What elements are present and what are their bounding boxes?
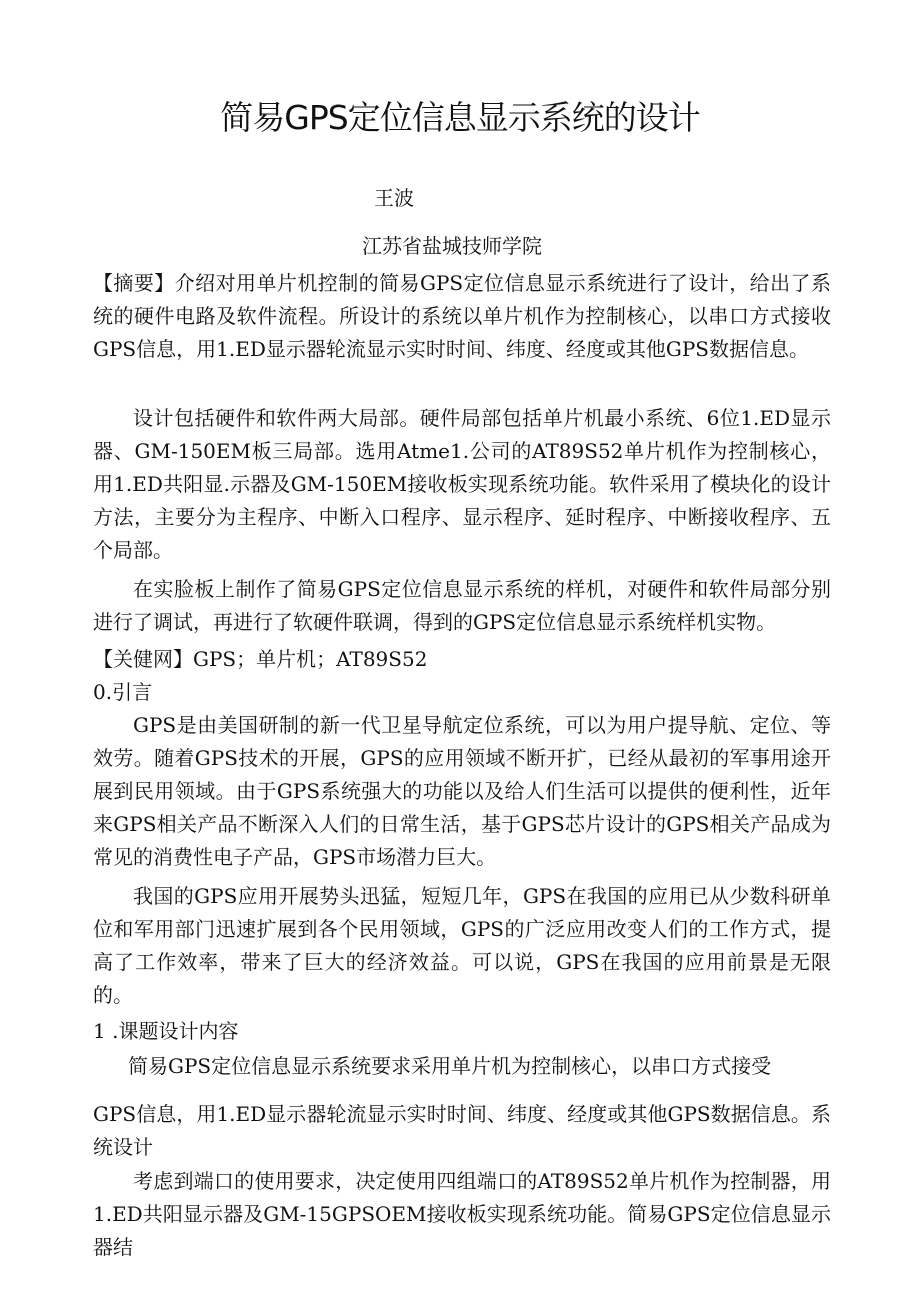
- intro-paragraph-2: 我国的GPS应用开展势头迅猛，短短几年，GPS在我国的应用已从少数科研单位和军用部门迅速扩展到各个民用领域，GPS的广泛应用改变人们的工作方式，提高了工作效率，带来了巨大的经济效益。可以说，GPS在我国的应用前景是无限的。: [93, 884, 831, 1007]
- paper-title: 简易GPS定位信息显示系统的设计: [220, 98, 700, 137]
- author-affiliation: 江苏省盐城技师学院: [362, 234, 542, 258]
- topic-paragraph-rest: GPS信息，用1.ED显示器轮流显示实时时间、纬度、经度或其他GPS数据信息。系统设计: [93, 1102, 831, 1159]
- author-name: 王波: [374, 186, 414, 210]
- design-paragraph: 设计包括硬件和软件两大局部。硬件局部包括单片机最小系统、6位1.ED显示器、GM-150EM板三局部。选用Atme1.公司的AT89S52单片机作为控制核心，用1.ED共阳显.示器及GM-150EM接收板实现系统功能。软件采用了模块化的设计方法，主要分为主程序、中断入口程序、显示程序、延时程序、中断接收程序、五个局部。: [93, 406, 831, 562]
- section-heading-topic: 1 .课题设计内容: [93, 1019, 239, 1043]
- section-heading-intro: 0.引言: [93, 680, 153, 704]
- keywords-line: 【关健网】GPS；单片机；AT89S52: [93, 647, 428, 671]
- abstract-paragraph: 【摘要】介绍对用单片机控制的简易GPS定位信息显示系统进行了设计，给出了系统的硬件电路及软件流程。所设计的系统以单片机作为控制核心，以串口方式接收GPS信息，用1.ED显示器轮流显示实时时间、纬度、经度或其他GPS数据信息。: [93, 271, 831, 361]
- system-paragraph: 考虑到端口的使用要求，决定使用四组端口的AT89S52单片机作为控制器，用1.ED共阳显示器及GM-15GPSOEM接收板实现系统功能。简易GPS定位信息显示器结: [93, 1169, 831, 1259]
- intro-paragraph-1: GPS是由美国研制的新一代卫星导航定位系统，可以为用户提导航、定位、等效劳。随着GPS技术的开展，GPS的应用领域不断开扩，已经从最初的军事用途开展到民用领域。由于GPS系统强大的功能以及给人们生活可以提供的便利性，近年来GPS相关产品不断深入人们的日常生活，基于GPS芯片设计的GPS相关产品成为常见的消费性电子产品，GPS市场潜力巨大。: [93, 713, 831, 869]
- topic-paragraph-line1: 简易GPS定位信息显示系统要求采用单片机为控制核心，以串口方式接受: [128, 1054, 772, 1078]
- prototype-paragraph: 在实脸板上制作了简易GPS定位信息显示系统的样机，对硬件和软件局部分别进行了调试，再进行了软硬件联调，得到的GPS定位信息显示系统样机实物。: [93, 577, 831, 634]
